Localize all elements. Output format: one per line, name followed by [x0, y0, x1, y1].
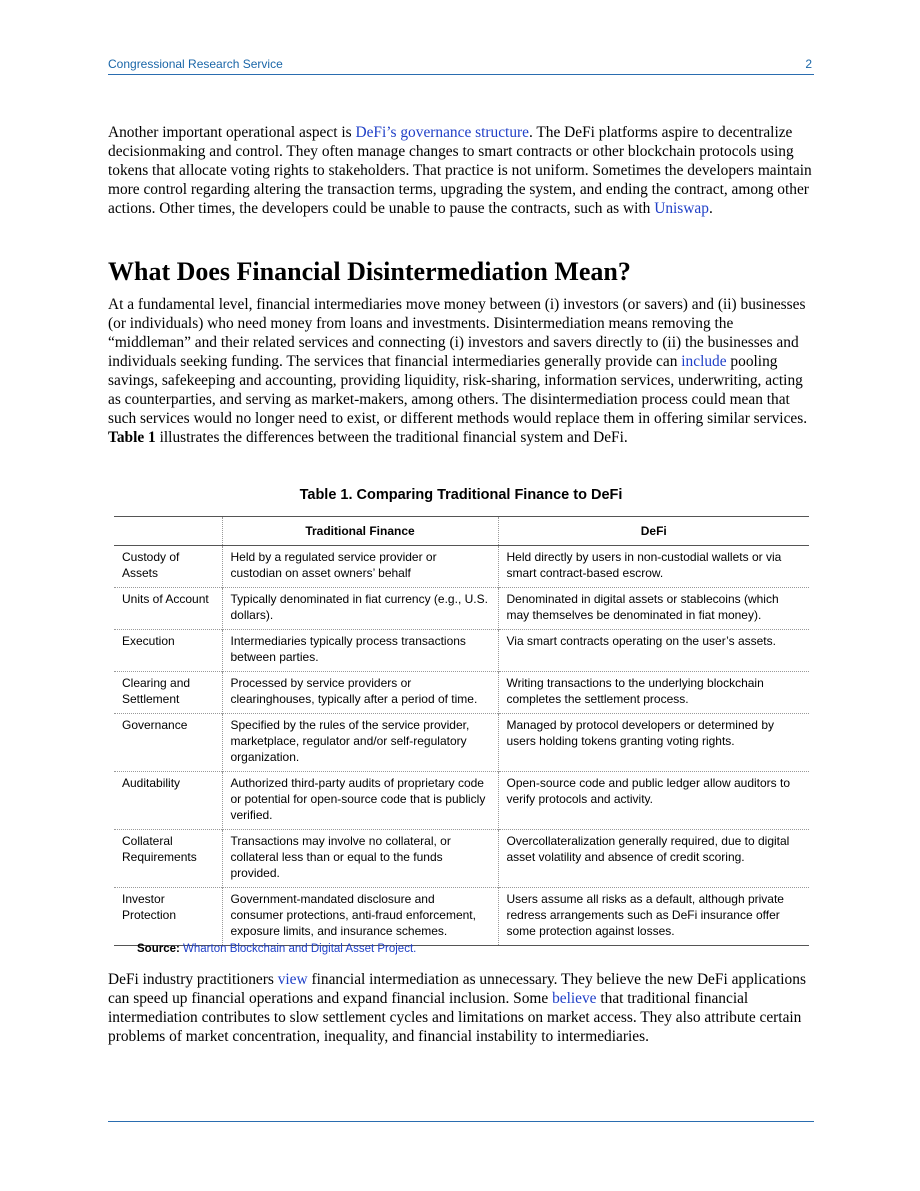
paragraph-text: financial intermediation as unnecessary. They believe the new DeFi applications can speed up financial operations and expand financial inclusion. Some [108, 971, 806, 1007]
defi-cell: Denominated in digital assets or stablecoins (which may themselves be denominated in fiat money). [498, 588, 809, 630]
defi-cell: Via smart contracts operating on the user’s assets. [498, 630, 809, 672]
table-row [114, 830, 809, 888]
table-row [114, 588, 809, 630]
table-row [114, 772, 809, 830]
table-row [114, 714, 809, 772]
paragraph-text: illustrates the differences between the traditional financial system and DeFi. [155, 429, 628, 446]
paragraph-text: . [708, 200, 713, 217]
header-title: Congressional Research Service [108, 57, 283, 71]
table-row [114, 672, 809, 714]
table-row [114, 546, 809, 588]
governance-structure-link[interactable]: DeFi’s governance structure [355, 124, 529, 141]
defi-cell: Users assume all risks as a default, although private redress arrangements such as DeFi insurance offer some protection against losses. [498, 888, 809, 946]
view-link[interactable]: view [277, 971, 308, 988]
source-link[interactable]: Wharton Blockchain and Digital Asset Project. [183, 943, 417, 955]
row-label: Governance [114, 714, 222, 772]
defi-cell: Managed by protocol developers or determined by users holding tokens granting voting rights. [498, 714, 809, 772]
traditional-cell: Specified by the rules of the service provider, marketplace, regulator and/or self-regulatory organization. [222, 714, 498, 772]
row-label: Clearing and Settlement [114, 672, 222, 714]
table-reference: Table 1 [108, 429, 156, 446]
paragraph-text: Another important operational aspect is [108, 124, 356, 141]
paragraph-text: that traditional financial intermediation contributes to slow settlement cycles and limitations on market access. They also attribute certain problems of market concentration, inequality, and financial instability to intermediaries. [108, 990, 802, 1045]
traditional-cell: Typically denominated in fiat currency (e.g., U.S. dollars). [222, 588, 498, 630]
table-title: Table 1. Comparing Traditional Finance to DeFi [299, 487, 623, 503]
paragraph-text: At a fundamental level, financial intermediaries move money between (i) investors (or savers) and (ii) businesses (or individuals) who need money from loans and investments. Disintermediation means removing the “middleman” and their related services and connecting (i) investors and savers directly to (ii) the businesses and individuals seeking funding. The services that financial intermediaries generally provide can [108, 296, 806, 370]
defi-cell: Overcollateralization generally required, due to digital asset volatility and absence of credit scoring. [498, 830, 809, 888]
source-label: Source: [137, 943, 180, 955]
section-heading: What Does Financial Disintermediation Mean? [108, 257, 631, 286]
row-label: Investor Protection [114, 888, 222, 946]
header-cell-empty [114, 517, 222, 546]
traditional-cell: Intermediaries typically process transactions between parties. [222, 630, 498, 672]
page-number: 2 [805, 57, 812, 71]
paragraph-governance [108, 123, 814, 218]
paragraph-text: DeFi industry practitioners [108, 971, 278, 988]
include-link[interactable]: include [681, 353, 727, 370]
footer-divider [108, 1121, 814, 1122]
paragraph-text: pooling savings, safekeeping and accounting, providing liquidity, risk-sharing, information services, underwriting, acting as counterparties, and serving as market-makers, among others. The disintermediation process could mean that such services would no longer need to exist, or different methods would replace them in offering similar services. [108, 353, 808, 427]
paragraph-text: . The DeFi platforms aspire to decentralize decisionmaking and control. They often manage changes to smart contracts or other blockchain protocols using tokens that allocate voting rights to stakeholders. That practice is not uniform. Sometimes the developers maintain more control regarding altering the transaction terms, upgrading the system, and ending the contract, among other actions. Other times, the developers could be unable to pause the contracts, such as with [108, 124, 812, 217]
defi-cell: Open-source code and public ledger allow auditors to verify protocols and activity. [498, 772, 809, 830]
row-label: Collateral Requirements [114, 830, 222, 888]
header-cell-defi: DeFi [498, 517, 809, 546]
uniswap-link[interactable]: Uniswap [654, 200, 709, 217]
comparison-table [114, 516, 809, 946]
traditional-cell: Held by a regulated service provider or custodian on asset owners’ behalf [222, 546, 498, 588]
table-header-row [114, 517, 809, 546]
row-label: Units of Account [114, 588, 222, 630]
believe-link[interactable]: believe [552, 990, 597, 1007]
row-label: Custody of Assets [114, 546, 222, 588]
paragraph-practitioners [108, 970, 814, 1046]
traditional-cell: Transactions may involve no collateral, or collateral less than or equal to the funds provided. [222, 830, 498, 888]
defi-cell: Held directly by users in non-custodial wallets or via smart contract-based escrow. [498, 546, 809, 588]
traditional-cell: Processed by service providers or clearinghouses, typically after a period of time. [222, 672, 498, 714]
table-source [137, 943, 416, 955]
table-row [114, 888, 809, 946]
defi-cell: Writing transactions to the underlying blockchain completes the settlement process. [498, 672, 809, 714]
traditional-cell: Government-mandated disclosure and consumer protections, anti-fraud enforcement, exposure limits, and insurance schemes. [222, 888, 498, 946]
paragraph-disintermediation [108, 295, 814, 447]
header-cell-traditional: Traditional Finance [222, 517, 498, 546]
table-row [114, 630, 809, 672]
page-header [108, 56, 814, 75]
traditional-cell: Authorized third-party audits of proprietary code or potential for open-source code that is publicly verified. [222, 772, 498, 830]
row-label: Execution [114, 630, 222, 672]
row-label: Auditability [114, 772, 222, 830]
